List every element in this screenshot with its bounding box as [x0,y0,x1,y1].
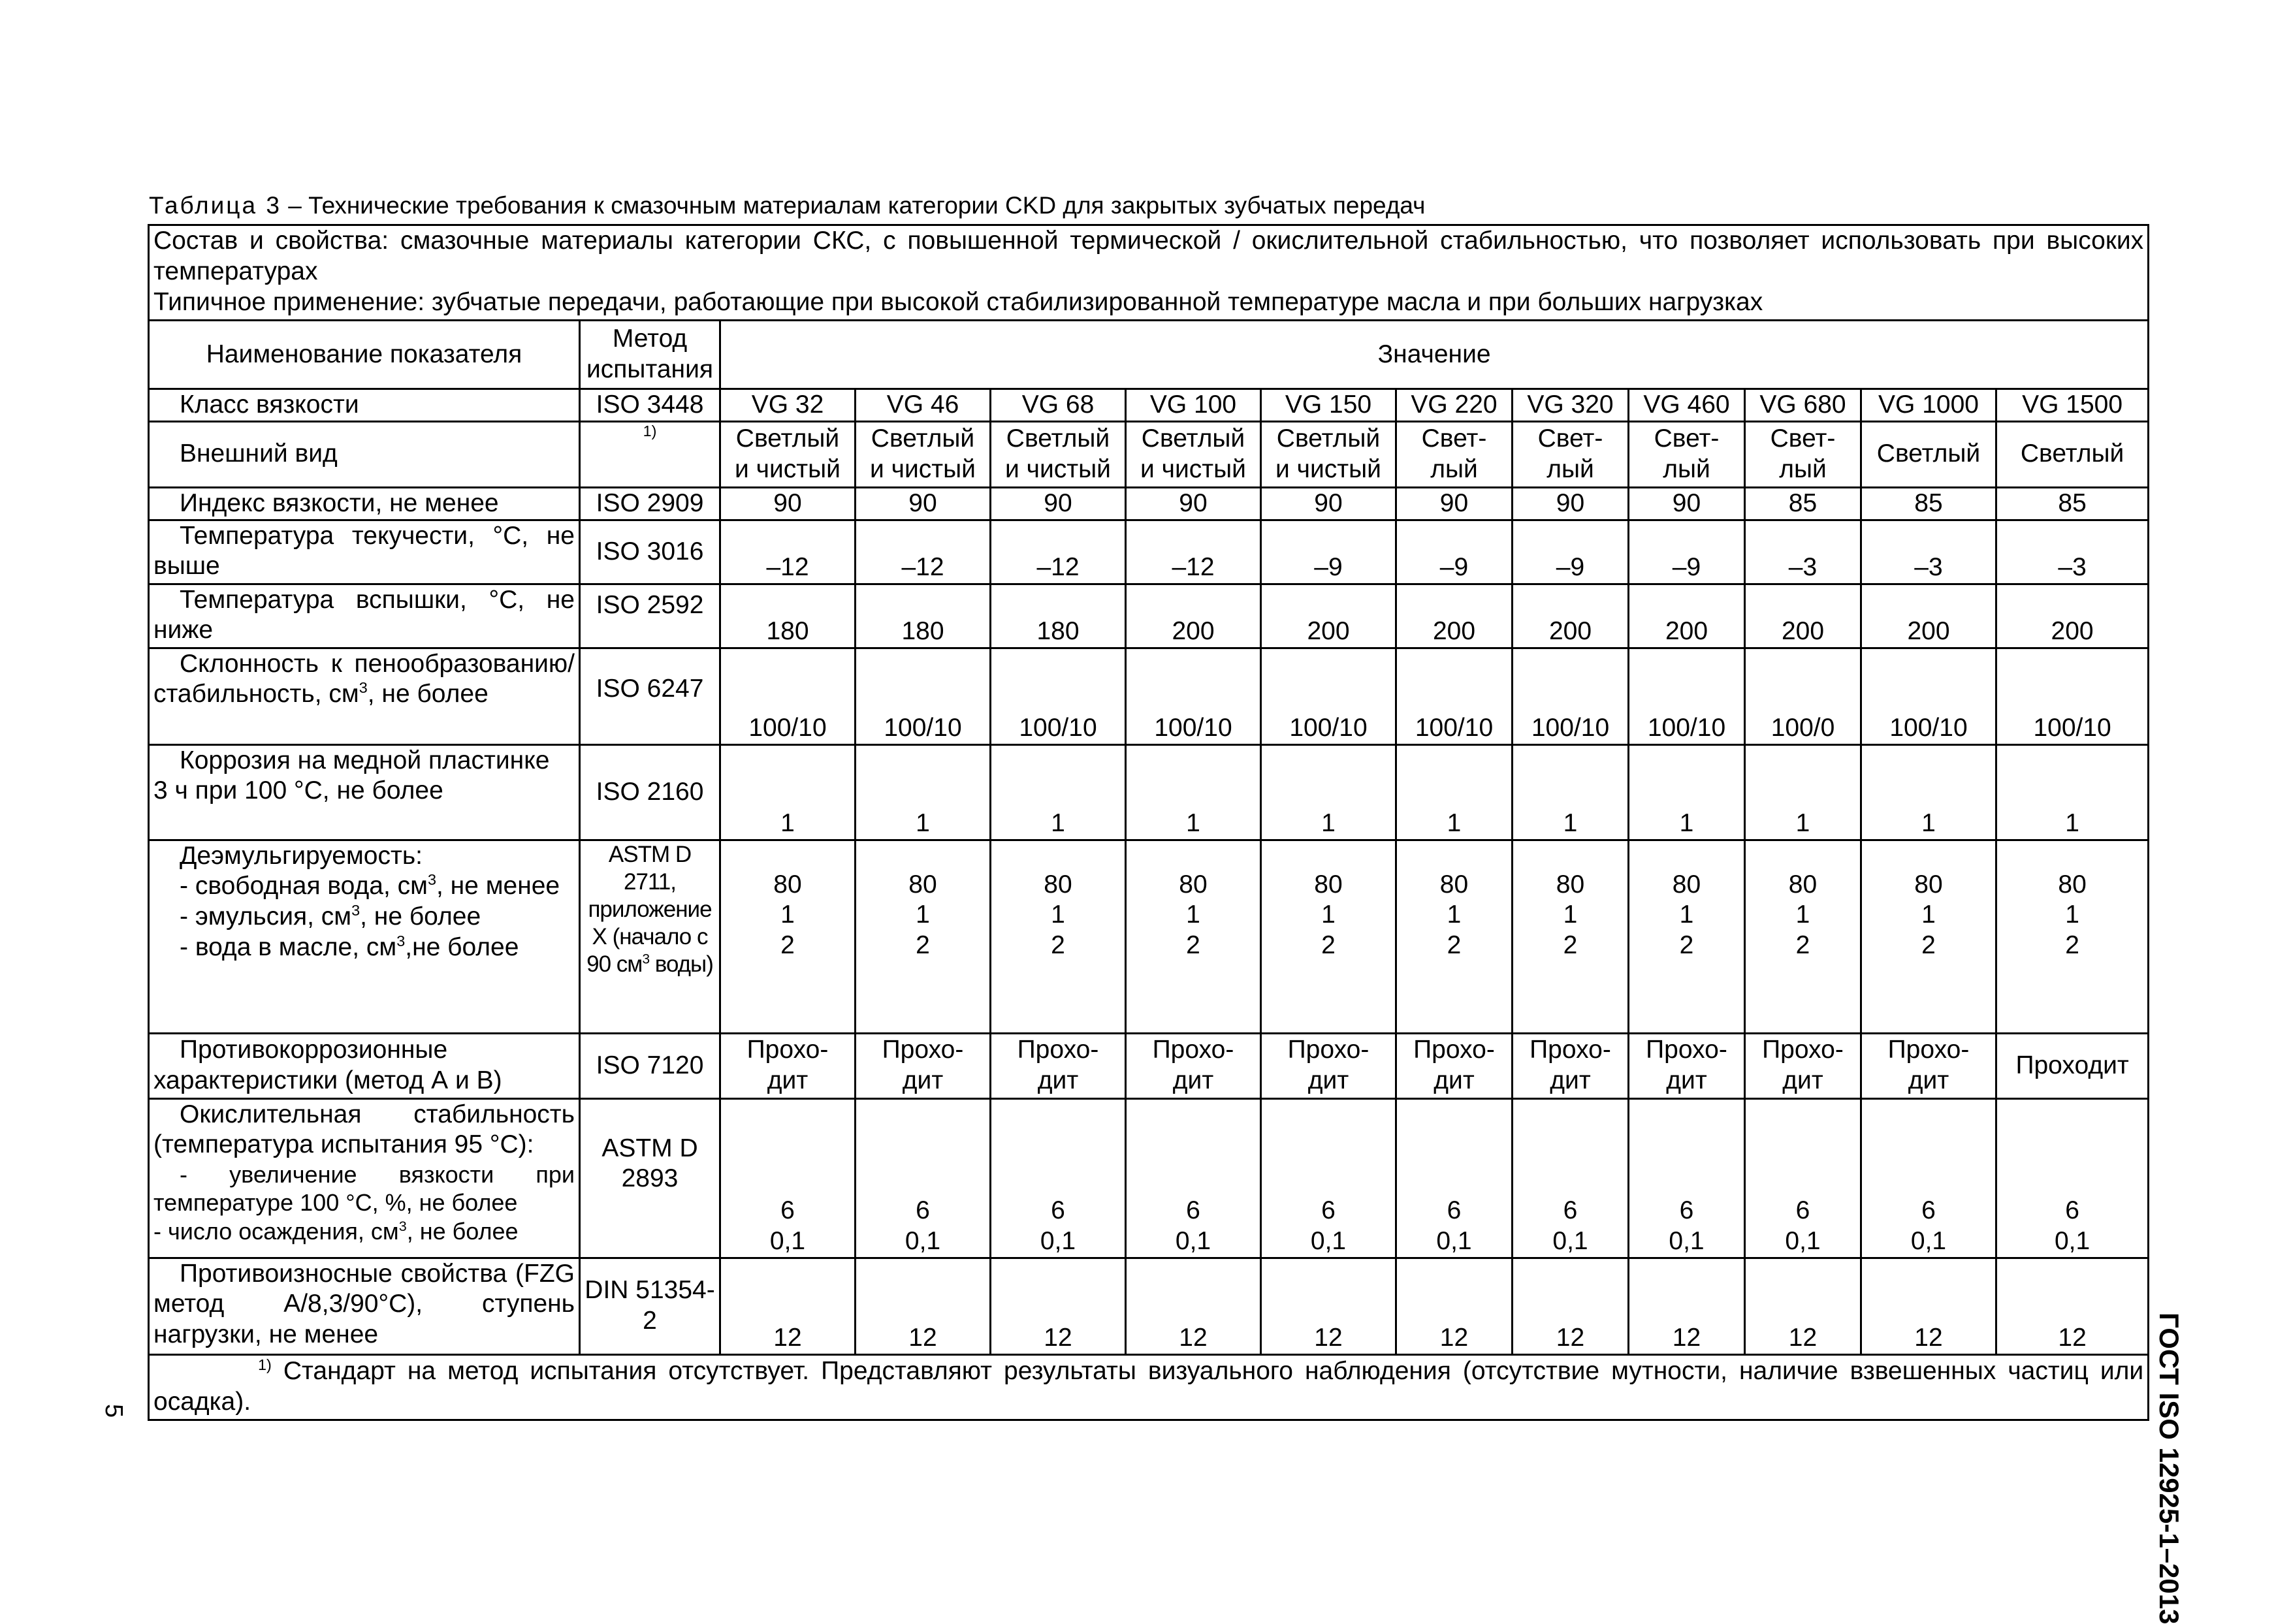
value-cell: 12 [1745,1258,1861,1354]
value-cell: 1 [1629,744,1745,840]
header-value: Значение [720,321,2149,389]
value-cell: 6 0,1 [1126,1098,1261,1258]
value-cell: 6 0,1 [1861,1098,1996,1258]
composition-text: Состав и свойства: смазочные материалы категории СКС, с повышенной термической / окислительной стабильностью, что позволяет использовать при высоких температурах [153,227,2144,285]
row-name: Противоизносные свойства (FZG метод A/8,3/90°С), ступень нагрузки, не менее [149,1258,580,1354]
row-method: ISO 6247 [580,648,720,744]
table-row [149,421,2149,487]
value-cell: 6 0,1 [856,1098,991,1258]
value-cell: 85 [1745,487,1861,520]
row-name: Склонность к пенообразованию/ стабильность, $см^3$, не более [149,648,580,744]
value-cell: 1 [856,744,991,840]
value-cell: –3 [1861,520,1996,584]
grade-cell: VG 1000 [1861,389,1996,422]
table-row [149,840,2149,1033]
row-method: ISO 2592 [580,584,720,648]
value-cell: 100/10 [1396,648,1513,744]
value-cell: Свет- лый [1629,421,1745,487]
value-cell: 6 0,1 [1629,1098,1745,1258]
value-cell: 1 [991,744,1126,840]
value-cell: 1 [1261,744,1396,840]
value-cell: 200 [1745,584,1861,648]
value-cell: 200 [1126,584,1261,648]
info-cell [149,225,2149,321]
value-cell: –3 [1745,520,1861,584]
value-cell: 85 [1861,487,1996,520]
header-name: Наименование показателя [149,321,580,389]
value-cell: Светлый и чистый [720,421,856,487]
value-cell: Прохо- дит [1861,1033,1996,1098]
grade-cell: VG 100 [1126,389,1261,422]
value-cell: 200 [1861,584,1996,648]
row-method: ASTM D 2893 [580,1098,720,1258]
footnote-cell [149,1354,2149,1420]
row-method: ISO 2909 [580,487,720,520]
value-cell: 200 [1996,584,2149,648]
value-cell: 1 [1513,744,1629,840]
value-cell: Свет- лый [1396,421,1513,487]
footnote-ref: 1) [643,422,657,439]
value-cell: 90 [991,487,1126,520]
value-cell: 180 [720,584,856,648]
value-cell: 1 [1126,744,1261,840]
value-cell: 80 1 2 [1513,840,1629,1033]
value-cell: 200 [1396,584,1513,648]
grade-cell: VG 1500 [1996,389,2149,422]
footnote-text: Стандарт на метод испытания отсутствует. Представляют результаты визуального наблюдения (отсутствие мутности, наличие взвешенных частиц или осадка). [153,1357,2144,1416]
value-cell: Светлый и чистый [991,421,1126,487]
value-cell: 100/10 [1261,648,1396,744]
value-cell: Свет- лый [1513,421,1629,487]
value-cell: Прохо- дит [1396,1033,1513,1098]
value-cell: 6 0,1 [720,1098,856,1258]
grade-cell: VG 150 [1261,389,1396,422]
row-name: Деэмульгируемость: - свободная вода, $см^3$, не менее - эмульсия, $см^3$, не более - вода в масле, $см^3,не$ более [149,840,580,1033]
footnote-mark: 1) [258,1356,272,1374]
value-cell: 100/10 [1629,648,1745,744]
row-method: ISO 3448 [580,389,720,422]
value-cell: Проходит [1996,1033,2149,1098]
value-cell: –9 [1629,520,1745,584]
row-method [580,421,720,487]
row-name: Коррозия на медной пластинке 3 ч при 100 °С, не более [149,744,580,840]
value-cell: Светлый [1861,421,1996,487]
value-cell: 200 [1629,584,1745,648]
info-row [149,225,2149,321]
value-cell: 85 [1996,487,2149,520]
value-cell: Прохо- дит [1513,1033,1629,1098]
grade-cell: VG 320 [1513,389,1629,422]
value-cell: 90 [1396,487,1513,520]
value-cell: 100/10 [991,648,1126,744]
value-cell: –3 [1996,520,2149,584]
value-cell: 80 1 2 [720,840,856,1033]
value-cell: 1 [1861,744,1996,840]
table-row [149,1098,2149,1258]
value-cell: 80 1 2 [1996,840,2149,1033]
value-cell: Прохо- дит [991,1033,1126,1098]
value-cell: 1 [720,744,856,840]
value-cell: –12 [720,520,856,584]
value-cell: 90 [1629,487,1745,520]
grade-cell: VG 680 [1745,389,1861,422]
value-cell: 1 [1745,744,1861,840]
row-method: ISO 3016 [580,520,720,584]
value-cell: 6 0,1 [1996,1098,2149,1258]
value-cell: –9 [1513,520,1629,584]
grade-cell: VG 46 [856,389,991,422]
row-name: Индекс вязкости, не менее [149,487,580,520]
value-cell: 100/10 [1861,648,1996,744]
value-cell: 80 1 2 [991,840,1126,1033]
value-cell: 80 1 2 [1396,840,1513,1033]
table-row [149,648,2149,744]
value-cell: Светлый и чистый [1261,421,1396,487]
footnote-row [149,1354,2149,1420]
row-name: Класс вязкости [149,389,580,422]
row-name: Окислительная стабильность (температура испытания 95 °С): - увеличение вязкости при температуре 100 °С, %, не более - число осаждения, $см^3$, не более [149,1098,580,1258]
table-row [149,1033,2149,1098]
value-cell: 100/10 [856,648,991,744]
value-cell: 80 1 2 [1261,840,1396,1033]
table-caption-text: – Технические требования к смазочным материалам категории CKD для закрытых зубчатых передач [281,192,1426,219]
row-name: Температура текучести, °С, не выше [149,520,580,584]
row-name: Противокоррозионные характеристики (метод А и В) [149,1033,580,1098]
table-row [149,584,2149,648]
value-cell: –12 [856,520,991,584]
table-row [149,744,2149,840]
application-text: Типичное применение: зубчатые передачи, работающие при высокой стабилизированной температуре масла и при больших нагрузках [153,287,1763,316]
value-cell: 12 [991,1258,1126,1354]
value-cell: 90 [1126,487,1261,520]
value-cell: 12 [1861,1258,1996,1354]
row-name: Температура вспышки, °С, не ниже [149,584,580,648]
value-cell: Светлый [1996,421,2149,487]
value-cell: 90 [856,487,991,520]
value-cell: Прохо- дит [720,1033,856,1098]
table-caption [149,192,1425,219]
value-cell: 90 [720,487,856,520]
grade-cell: VG 68 [991,389,1126,422]
value-cell: 200 [1513,584,1629,648]
value-cell: 12 [1513,1258,1629,1354]
row-method: ASTM D 2711, приложение X (начало с 90 $см^3$ воды) [580,840,720,1033]
value-cell: 100/10 [720,648,856,744]
value-cell: 12 [1261,1258,1396,1354]
value-cell: 12 [1629,1258,1745,1354]
value-cell: 90 [1513,487,1629,520]
value-cell: 80 1 2 [1745,840,1861,1033]
table-row [149,487,2149,520]
value-cell: 1 [1996,744,2149,840]
value-cell: 6 0,1 [991,1098,1126,1258]
value-cell: 6 0,1 [1513,1098,1629,1258]
value-cell: Светлый и чистый [1126,421,1261,487]
value-cell: Свет- лый [1745,421,1861,487]
value-cell: 12 [1126,1258,1261,1354]
value-cell: 100/0 [1745,648,1861,744]
table-row [149,389,2149,422]
value-cell: 100/10 [1513,648,1629,744]
value-cell: –9 [1396,520,1513,584]
value-cell: 6 0,1 [1396,1098,1513,1258]
value-cell: 6 0,1 [1261,1098,1396,1258]
header-row [149,321,2149,389]
value-cell: –12 [991,520,1126,584]
value-cell: 12 [856,1258,991,1354]
value-cell: 180 [991,584,1126,648]
value-cell: –12 [1126,520,1261,584]
value-cell: 200 [1261,584,1396,648]
value-cell: 12 [1996,1258,2149,1354]
value-cell: 6 0,1 [1745,1098,1861,1258]
row-method: ISO 2160 [580,744,720,840]
row-method: ISO 7120 [580,1033,720,1098]
grade-cell: VG 460 [1629,389,1745,422]
value-cell: Прохо- дит [1745,1033,1861,1098]
value-cell: 1 [1396,744,1513,840]
value-cell: Прохо- дит [1126,1033,1261,1098]
value-cell: Прохо- дит [856,1033,991,1098]
row-method: DIN 51354-2 [580,1258,720,1354]
requirements-table [148,224,2149,1421]
header-method: Метод испытания [580,321,720,389]
value-cell: –9 [1261,520,1396,584]
value-cell: 12 [720,1258,856,1354]
value-cell: 90 [1261,487,1396,520]
value-cell: Прохо- дит [1261,1033,1396,1098]
value-cell: 80 1 2 [1629,840,1745,1033]
value-cell: 180 [856,584,991,648]
value-cell: 100/10 [1996,648,2149,744]
value-cell: Светлый и чистый [856,421,991,487]
table-row [149,1258,2149,1354]
value-cell: 12 [1396,1258,1513,1354]
table-row [149,520,2149,584]
value-cell: Прохо- дит [1629,1033,1745,1098]
grade-cell: VG 220 [1396,389,1513,422]
table-caption-label: Таблица 3 [149,192,281,219]
value-cell: 80 1 2 [1126,840,1261,1033]
grade-cell: VG 32 [720,389,856,422]
value-cell: 80 1 2 [1861,840,1996,1033]
value-cell: 100/10 [1126,648,1261,744]
value-cell: 80 1 2 [856,840,991,1033]
row-name: Внешний вид [149,421,580,487]
